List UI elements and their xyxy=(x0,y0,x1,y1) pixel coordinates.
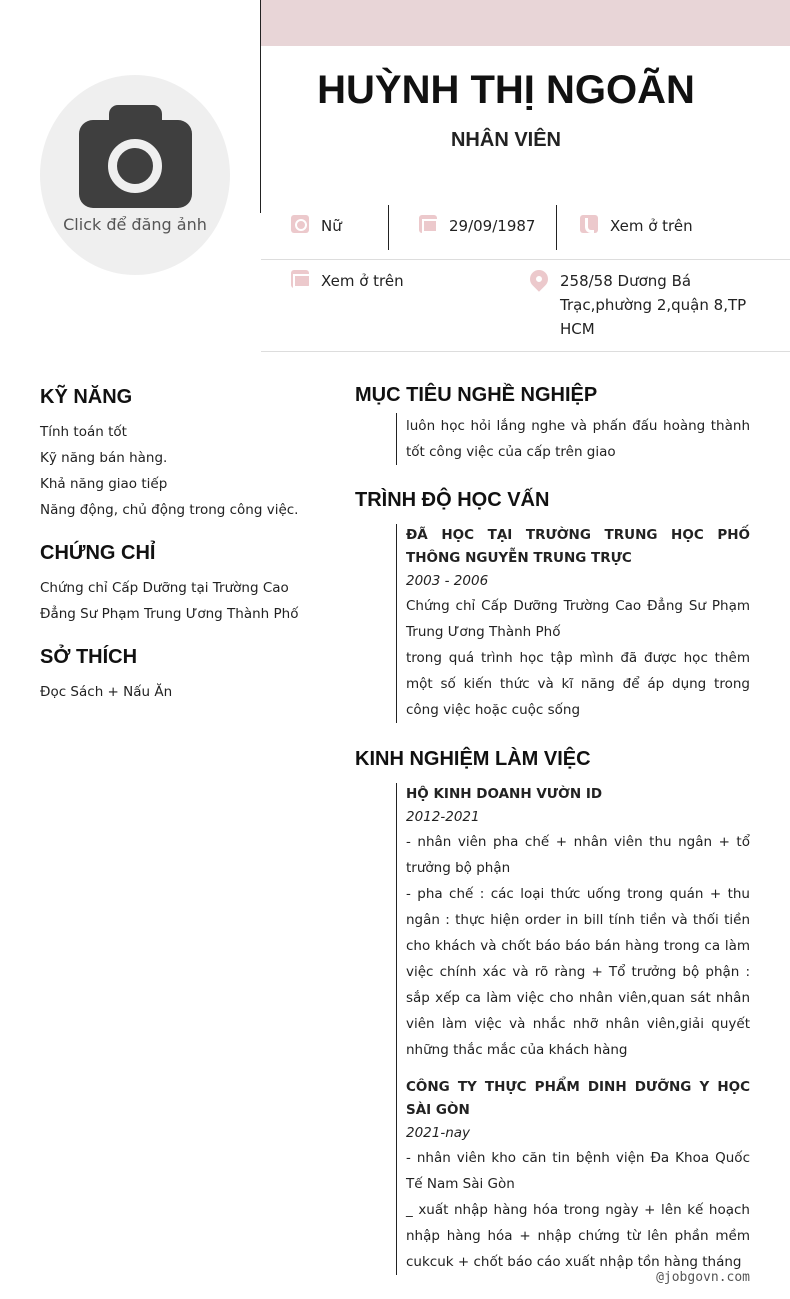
education-period: 2003 - 2006 xyxy=(406,573,489,589)
contact-gender xyxy=(291,214,342,238)
job-line: - nhân viên kho căn tin bệnh viện Đa Khoa Quốc Tế Nam Sài Gòn xyxy=(406,1150,750,1192)
list-item: Tính toán tốt xyxy=(40,424,127,440)
job-period: 2012-2021 xyxy=(406,809,480,825)
camera-lens-icon xyxy=(108,139,162,193)
certificates-text: Chứng chỉ Cấp Dưỡng tại Trường Cao Đẳng Sư Phạm Trung Ương Thành Phố xyxy=(40,580,299,622)
education-school: ĐÃ HỌC TẠI TRƯỜNG TRUNG HỌC PHỐ THÔNG NGUYỄN TRUNG TRỰC xyxy=(406,527,750,566)
objective-block xyxy=(396,413,750,465)
experience-block xyxy=(396,783,750,1275)
contact-divider xyxy=(261,259,790,260)
phone-value: Xem ở trên xyxy=(610,217,693,235)
candidate-position: NHÂN VIÊN xyxy=(450,129,561,151)
job-line: - pha chế : các loại thức uống trong quán + thu ngân : thực hiện order in bill tính tiền và thối tiền cho khách và chốt báo báo bán hàng trong ca làm việc chính xác và rõ ràng + Tổ trưởng bộ phận : sắp xếp ca làm việc cho nhân viên,quan sát nhân viên làm việc và nhắc nhỡ nhân viên,giải quyết những thắc mắc của khách hàng xyxy=(406,886,750,1058)
list-item: Năng động, chủ động trong công việc. xyxy=(40,502,299,518)
footer-watermark: @jobgovn.com xyxy=(656,1270,750,1285)
contact-divider-bottom xyxy=(261,351,790,352)
candidate-name: HUỲNH THỊ NGOÃN xyxy=(317,68,695,112)
birthday-value: 29/09/1987 xyxy=(449,217,536,235)
calendar-icon xyxy=(419,215,437,233)
address-value: 258/58 Dương Bá Trạc,phường 2,quận 8,TP HCM xyxy=(560,272,747,338)
contact-phone xyxy=(580,214,693,238)
contact-birthday xyxy=(419,214,535,238)
job-line: _ xuất nhập hàng hóa trong ngày + lên kế hoạch nhập hàng hóa + nhập chứng từ lên phần mềm cukcuk + chốt báo cáo xuất nhập tồn hàng tháng xyxy=(406,1202,750,1270)
certificates-title: CHỨNG CHỈ xyxy=(40,542,156,564)
email-value: Xem ở trên xyxy=(321,272,404,290)
header-accent-band xyxy=(261,0,790,46)
skills-title: KỸ NĂNG xyxy=(40,386,133,408)
gender-value: Nữ xyxy=(321,217,342,235)
job-period: 2021-nay xyxy=(406,1125,471,1141)
gender-icon xyxy=(291,215,309,233)
objective-title: MỤC TIÊU NGHỀ NGHIỆP xyxy=(355,384,598,406)
education-line: Chứng chỉ Cấp Dưỡng Trường Cao Đẳng Sư Phạm Trung Ương Thành Phố xyxy=(406,598,750,640)
job-company: CÔNG TY THỰC PHẨM DINH DƯỠNG Y HỌC SÀI GÒN xyxy=(406,1079,750,1118)
location-pin-icon xyxy=(526,266,551,291)
contact-address xyxy=(530,269,750,341)
photo-upload-label: Click để đăng ảnh xyxy=(63,215,207,234)
education-line: trong quá trình học tập mình đã được học thêm một số kiến thức và kĩ năng để áp dụng trong công việc hoặc cuộc sống xyxy=(406,650,750,718)
job-line: - nhân viên pha chế + nhân viên thu ngân + tổ trưởng bộ phận xyxy=(406,834,750,876)
job-company: HỘ KINH DOANH VƯỜN ID xyxy=(406,786,603,802)
education-block xyxy=(396,524,750,723)
skills-list xyxy=(40,419,320,523)
photo-upload[interactable] xyxy=(40,75,230,275)
mail-icon xyxy=(291,270,309,288)
hobbies-text: Đọc Sách + Nấu Ăn xyxy=(40,684,173,700)
education-title: TRÌNH ĐỘ HỌC VẤN xyxy=(355,489,550,511)
experience-title: KINH NGHIỆM LÀM VIỆC xyxy=(355,748,591,770)
contact-separator xyxy=(388,205,389,250)
hobbies-title: SỞ THÍCH xyxy=(40,646,138,668)
list-item: Kỹ năng bán hàng. xyxy=(40,450,168,466)
contact-email xyxy=(291,269,404,293)
objective-text: luôn học hỏi lắng nghe và phấn đấu hoàng thành tốt công việc của cấp trên giao xyxy=(406,418,750,460)
list-item: Khả năng giao tiếp xyxy=(40,476,168,492)
phone-icon xyxy=(580,215,598,233)
contact-separator xyxy=(556,205,557,250)
